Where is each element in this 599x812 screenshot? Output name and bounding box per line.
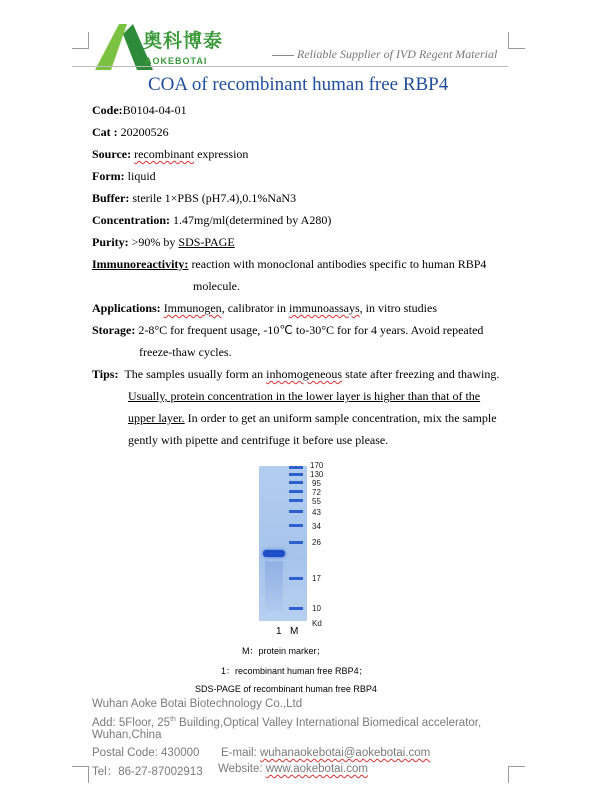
- sample-band-lane-1: [263, 550, 285, 557]
- header-rule: [272, 55, 294, 56]
- applications-value-d: , in vitro studies: [359, 301, 438, 315]
- marker-band-130: [289, 473, 303, 476]
- footer-company-name: Wuhan Aoke Botai Biotechnology Co.,Ltd: [92, 698, 303, 710]
- concentration-label: Concentration:: [92, 213, 170, 227]
- code-label: Code:: [92, 103, 123, 117]
- marker-band-72: [289, 490, 303, 493]
- footer-address-sup: th: [170, 716, 176, 723]
- source-value-rest: expression: [194, 147, 249, 161]
- source-label: Source:: [92, 147, 132, 161]
- marker-label-95: 95: [312, 479, 321, 488]
- footer-postal-code: Postal Code: 430000: [92, 747, 200, 759]
- marker-band-43: [289, 510, 303, 513]
- form-label: Form:: [92, 169, 125, 183]
- tips-line3-upper-layer: upper layer.: [128, 411, 185, 425]
- logo-english-text: AOKEBOTAI: [145, 56, 208, 66]
- company-logo: [93, 20, 253, 72]
- corner-mark-top-left: [72, 32, 89, 49]
- storage-row: [92, 323, 483, 338]
- buffer-value: sterile 1×PBS (pH7.4),0.1%NaN3: [132, 191, 297, 205]
- marker-label-72: 72: [312, 488, 321, 497]
- cat-label: Cat :: [92, 125, 118, 139]
- tips-line1-c: state after freezing and thawing.: [342, 367, 500, 381]
- purity-row: [92, 235, 235, 250]
- marker-band-17: [289, 577, 303, 580]
- tips-line4: gently with pipette and centrifuge it before use please.: [128, 433, 389, 447]
- footer-email-row: [221, 747, 430, 759]
- marker-band-26: [289, 541, 303, 544]
- corner-mark-top-right: [508, 32, 525, 49]
- cat-row: [92, 125, 169, 140]
- page-title: COA of recombinant human free RBP4: [148, 74, 449, 95]
- immunoreactivity-value-line2: molecule.: [193, 279, 240, 293]
- applications-value-b: , calibrator in: [221, 301, 289, 315]
- header-underline: [72, 66, 508, 67]
- lane-label-1: 1: [276, 626, 282, 637]
- code-value: B0104-04-01: [122, 103, 187, 117]
- marker-label-17: 17: [312, 574, 321, 583]
- marker-band-34: [289, 524, 303, 527]
- storage-label: Storage:: [92, 323, 136, 337]
- applications-immunogen: Immunogen: [163, 301, 222, 315]
- form-value: liquid: [127, 169, 156, 183]
- tips-line1-a: The samples usually form an: [124, 367, 267, 381]
- source-row: [92, 147, 248, 162]
- concentration-row: [92, 213, 331, 228]
- buffer-row: [92, 191, 296, 206]
- marker-label-43: 43: [312, 508, 321, 517]
- marker-label-170: 170: [310, 461, 324, 470]
- purity-label: Purity:: [92, 235, 129, 249]
- marker-band-95: [289, 481, 303, 484]
- footer-website-link[interactable]: www.aokebotai.com: [265, 763, 369, 775]
- storage-value-line2: freeze-thaw cycles.: [139, 345, 232, 359]
- tips-line3: [128, 411, 497, 426]
- storage-value-line1: 2-8°C for frequent usage, -10℃ to-30°C for for 4 years. Avoid repeated: [138, 323, 484, 337]
- header-tagline: Reliable Supplier of IVD Regent Material: [297, 47, 498, 61]
- gel-caption-sample: 1：recombinant human free RBP4；: [221, 666, 368, 676]
- footer-email-link[interactable]: wuhanaokebotai@aokebotai.com: [259, 747, 431, 759]
- buffer-label: Buffer:: [92, 191, 130, 205]
- footer-email-label: E-mail:: [221, 747, 260, 759]
- applications-label: Applications:: [92, 301, 161, 315]
- gel-caption-title: SDS-PAGE of recombinant human free RBP4: [195, 684, 377, 694]
- tips-line2: Usually, protein concentration in the lower layer is higher than that of the: [128, 389, 481, 403]
- purity-value-a: >90% by: [131, 235, 179, 249]
- footer-tel: Tel：86-27-87002913: [92, 766, 203, 778]
- code-row: [92, 103, 187, 118]
- tips-label: Tips:: [92, 367, 119, 381]
- sample-smear-lane-1: [265, 561, 283, 611]
- marker-label-10: 10: [312, 604, 321, 613]
- footer-address-line2: Wuhan,China: [92, 729, 162, 741]
- footer-website-row: [218, 763, 368, 775]
- footer-address-line1: [92, 716, 481, 729]
- tips-row: [92, 367, 499, 382]
- footer-address-a: Add: 5Floor, 25: [92, 716, 170, 729]
- corner-mark-bottom-right: [508, 766, 525, 783]
- form-row: [92, 169, 156, 184]
- marker-band-170: [289, 466, 303, 469]
- marker-label-55: 55: [312, 497, 321, 506]
- corner-mark-bottom-left: [72, 766, 89, 783]
- footer-company: [92, 698, 302, 710]
- sds-page-gel: [259, 466, 307, 621]
- concentration-value: 1.47mg/ml(determined by A280): [173, 213, 332, 227]
- source-value-recombinant: recombinant: [134, 147, 195, 161]
- tips-line1-inhomogeneous: inhomogeneous: [266, 367, 343, 381]
- immunoreactivity-row: [92, 257, 486, 272]
- tips-line3-rest: In order to get an uniform sample concentration, mix the sample: [184, 411, 497, 425]
- immunoreactivity-label: Immunoreactivity:: [92, 257, 189, 271]
- marker-band-10: [289, 607, 303, 610]
- marker-unit-label: Kd: [312, 619, 322, 628]
- marker-label-34: 34: [312, 522, 321, 531]
- footer-address-b: Building,Optical Valley International Biomedical accelerator,: [175, 716, 482, 729]
- marker-band-55: [289, 499, 303, 502]
- logo-chinese-text: 奥科博泰: [143, 30, 224, 52]
- applications-row: [92, 301, 437, 316]
- applications-immunoassays: immunoassays: [289, 301, 360, 315]
- purity-value-sds-page: SDS-PAGE: [178, 235, 235, 249]
- lane-label-m: M: [290, 626, 299, 637]
- marker-label-130: 130: [310, 470, 324, 479]
- cat-value: 20200526: [120, 125, 169, 139]
- marker-label-26: 26: [312, 538, 321, 547]
- footer-website-label: Website:: [218, 763, 266, 775]
- immunoreactivity-value-line1: reaction with monoclonal antibodies specific to human RBP4: [191, 257, 487, 271]
- gel-caption-marker: M：protein marker；: [242, 646, 326, 656]
